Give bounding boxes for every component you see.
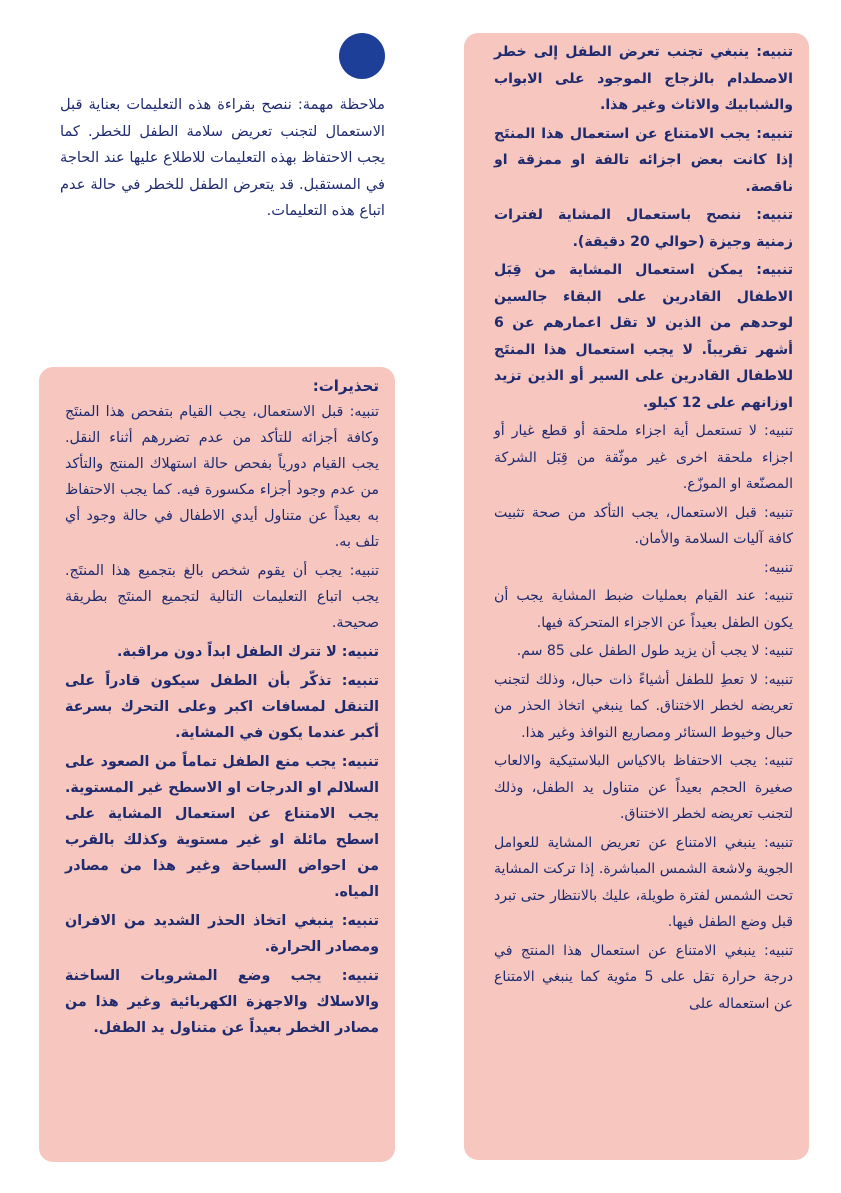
right-warnings-box — [464, 33, 809, 1160]
list-item: • تنبيه: يجب أن يقوم شخص بالغ بتجميع هذا المنتَج. يجب اتباع التعليمات التالية لتجميع المنتَج بطريقة صحيحة. — [65, 558, 379, 636]
list-item: • تنبيه: لا تعطِ للطفل أشياءً ذات حبال، وذلك لتجنب تعريضه لخطر الاختناق. كما ينبغي اتخاذ الحذر من حبال وخيوط الستائر ومصاريع النوافذ وغير هذا. — [494, 667, 793, 747]
list-item: • تنبيه: يجب وضع المشروبات الساخنة والاسلاك والاجهزة الكهربائية وغير هذا من مصادر الخطر بعيداً عن متناول يد الطفل. — [65, 963, 379, 1041]
list-item: • تنبيه: ينبغي تجنب تعرض الطفل إلى خطر الاصطدام بالزجاج الموجود على الابواب والشبابيك والاثاث وغير هذا. — [494, 39, 793, 119]
list-item: • تنبيه: لا يجب أن يزيد طول الطفل على 85 سم. — [494, 638, 793, 665]
list-item: • تنبيه: لا تستعمل أية اجزاء ملحقة أو قطع غيار أو اجزاء ملحقة اخرى غير موثّقة من قِبَل الشركة المصنّعة او الموزّع. — [494, 418, 793, 498]
warnings-list — [65, 399, 379, 1041]
warnings-title: تحذيرات: — [312, 377, 379, 395]
list-item: • تنبيه: يمكن استعمال المشاية من قِبَل الاطفال القادرين على البقاء جالسين لوحدهم من الذين لا تقل اعمارهم عن 6 أشهر تقريباً. لا يجب استعمال هذا المنتَج للاطفال القادرين على السير أو الذين تزيد اوزانهم على 12 كيلو. — [494, 257, 793, 416]
list-item: • تنبيه: عند القيام بعمليات ضبط المشاية يجب أن يكون الطفل بعيداً عن الاجزاء المتحركة فيها. — [494, 583, 793, 636]
important-note: ملاحظة مهمة: ننصح بقراءة هذه التعليمات بعناية قبل الاستعمال لتجنب تعريض سلامة الطفل للخطر. كما يجب الاحتفاظ بهذه التعليمات للاطلاع عليها عند الحاجة في المستقبل. قد يتعرض الطفل للخطر في حالة عدم اتباع هذه التعليمات. — [60, 96, 385, 219]
list-item: • تنبيه: لا تترك الطفل ابداً دون مراقبة. — [65, 639, 379, 665]
list-item: • تنبيه: يجب الاحتفاظ بالاكياس البلاستيكية والالعاب صغيرة الحجم بعيداً عن متناول يد الطفل، وذلك لتجنب تعريضه لخطر الاختناق. — [494, 748, 793, 828]
right-warnings-list — [494, 39, 793, 1017]
list-item: • تنبيه: قبل الاستعمال، يجب التأكد من صحة تثبيت كافة آليات السلامة والأمان. — [494, 500, 793, 553]
list-item: • تنبيه: — [494, 555, 793, 582]
list-item: • تنبيه: ينبغي الامتناع عن تعريض المشاية للعوامل الجوية ولاشعة الشمس المباشرة. إذا تركت المشاية تحت الشمس لفترة طويلة، عليك بالانتظار حتى تبرد قبل وضع الطفل فيها. — [494, 830, 793, 936]
list-item: • تنبيه: ننصح باستعمال المشاية لفترات زمنية وجيزة (حوالي 20 دقيقة). — [494, 202, 793, 255]
decorative-dot — [339, 33, 385, 79]
list-item: • تنبيه: ينبغي اتخاذ الحذر الشديد من الافران ومصادر الحرارة. — [65, 908, 379, 960]
list-item: • تنبيه: يجب الامتناع عن استعمال هذا المنتَج إذا كانت بعض اجزائه تالفة او ممزقة او ناقصة. — [494, 121, 793, 201]
list-item: • تنبيه: قبل الاستعمال، يجب القيام بتفحص هذا المنتَج وكافة أجزائه للتأكد من عدم تضررهم أثناء النقل. يجب القيام دورياً بفحص حالة استهلاك المنتج والتأكد من عدم وجود أجزاء مكسورة فيه. كما يجب الاحتفاظ به بعيداً عن متناول أيدي الاطفال في حالة وجود أي تلف به. — [65, 399, 379, 555]
list-item: • تنبيه: يجب منع الطفل تماماً من الصعود على السلالم او الدرجات او الاسطح غير المستوية. يجب الامتناع عن استعمال المشاية على اسطح مائلة او غير مستوية وكذلك بالقرب من احواض السباحة وغير هذا من مصادر المياه. — [65, 749, 379, 905]
list-item: • تنبيه: تذكّر بأن الطفل سيكون قادراً على التنقل لمسافات اكبر وعلى التحرك بسرعة أكبر عندما يكون في المشاية. — [65, 668, 379, 746]
warnings-box — [39, 367, 395, 1162]
list-item: • تنبيه: ينبغي الامتناع عن استعمال هذا المنتج في درجة حرارة تقل على 5 مئوية كما ينبغي الامتناع عن استعماله على — [494, 938, 793, 1018]
